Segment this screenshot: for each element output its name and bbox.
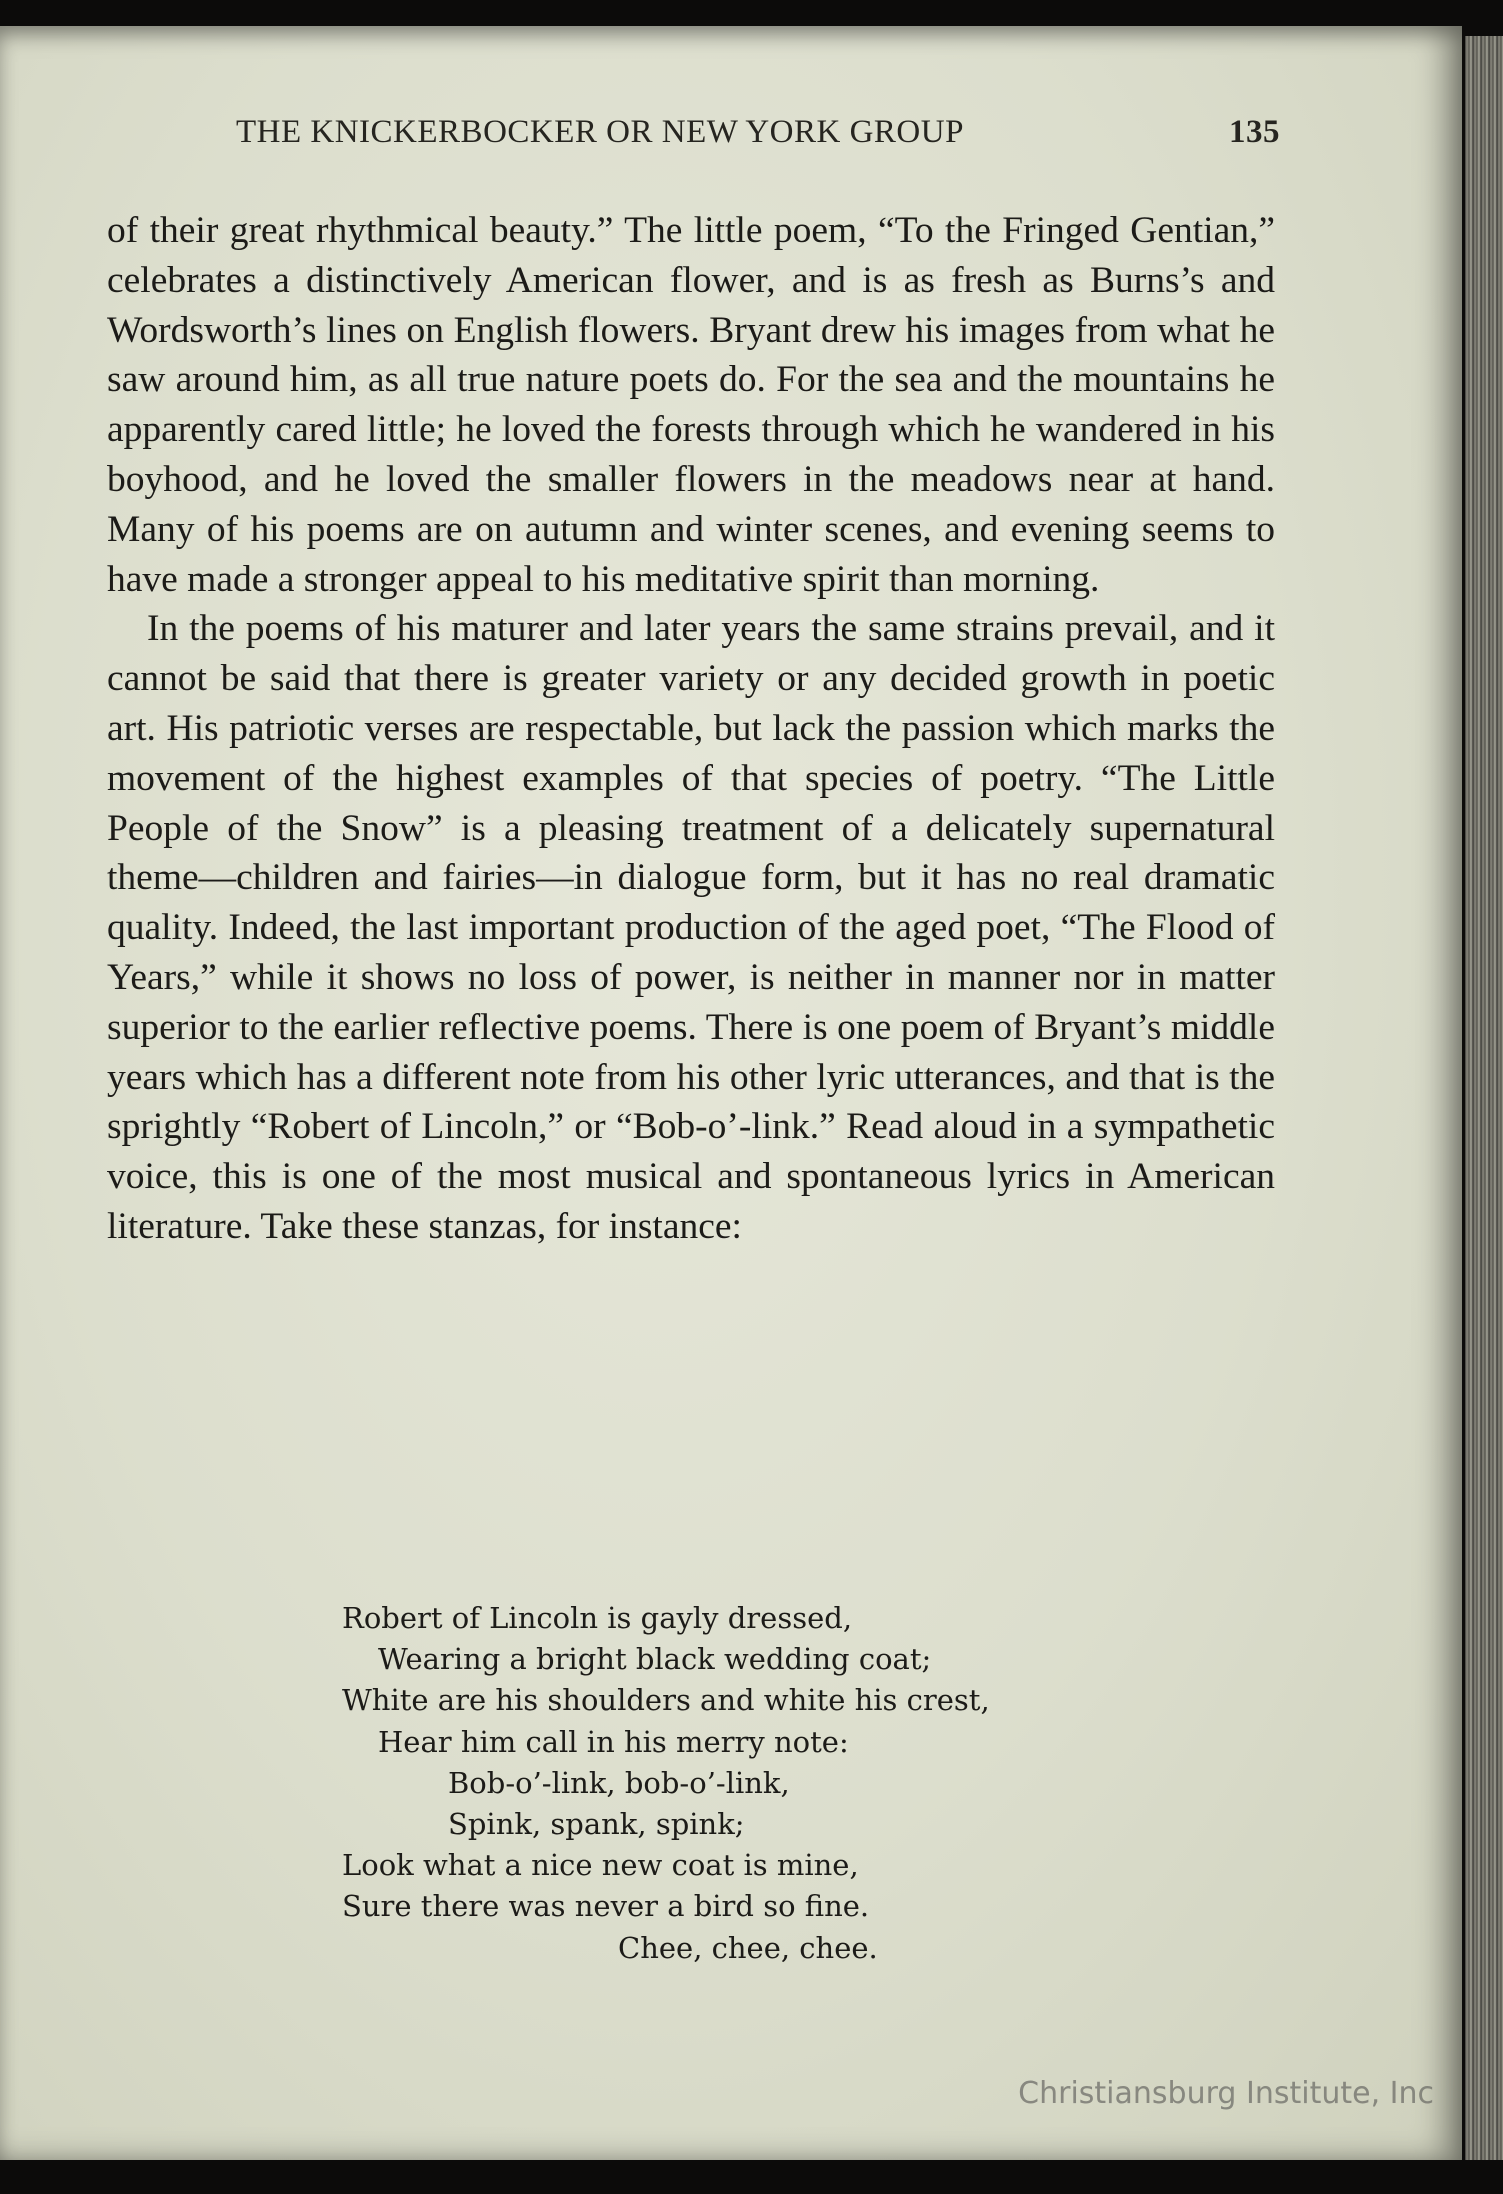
poem-line: Robert of Lincoln is gayly dressed, (342, 1601, 853, 1635)
poem-line: Chee, chee, chee. (618, 1930, 878, 1965)
poem-line: Wearing a bright black wedding coat; (378, 1642, 932, 1677)
poem-line: Sure there was never a bird so fine. (342, 1889, 870, 1924)
poem-line: Look what a nice new coat is mine, (342, 1848, 859, 1883)
running-title: THE KNICKERBOCKER OR NEW YORK GROUP (236, 114, 964, 150)
poem-excerpt (342, 1598, 1102, 1969)
poem-line: Bob-o’-link, bob-o’-link, (448, 1765, 790, 1800)
watermark: Christiansburg Institute, Inc (1018, 2076, 1434, 2111)
body-text (107, 206, 1275, 1252)
page-number: 135 (1229, 114, 1280, 150)
running-head (230, 114, 1280, 154)
poem-line: White are his shoulders and white his crest, (342, 1683, 990, 1718)
poem-line: Hear him call in his merry note: (378, 1724, 849, 1759)
poem-line: Spink, spank, spink; (448, 1807, 745, 1842)
paragraph-2: In the poems of his maturer and later years the same strains prevail, and it cannot be said that there is greater variety or any decided growth in poetic art. His patriotic verses are respectable, but lack the passion which marks the movement of the highest examples of that species of poetry. “The Little People of the Snow” is a pleasing treatment of a delicately supernatural theme—children and fairies—in dialogue form, but it has no real dramatic quality. Indeed, the last important production of the aged poet, “The Flood of Years,” while it shows no loss of power, is neither in manner nor in matter superior to the earlier reflective poems. There is one poem of Bryant’s middle years which has a different note from his other lyric utterances, and that is the sprightly “Robert of Lincoln,” or “Bob-o’-link.” Read aloud in a sympathetic voice, this is one of the most musical and spontaneous lyrics in American literature. Take these stanzas, for instance: (107, 608, 1275, 1247)
page-edges (1465, 36, 1503, 2160)
paragraph-1: of their great rhythmical beauty.” The little poem, “To the Fringed Gentian,” celebrates a distinctively American flower, and is as fresh as Burns’s and Wordsworth’s lines on English flowers. Bryant drew his images from what he saw around him, as all true nature poets do. For the sea and the mountains he apparently cared little; he loved the forests through which he wandered in his boyhood, and he loved the smaller flowers in the meadows near at hand. Many of his poems are on autumn and winter scenes, and evening seems to have made a stronger appeal to his meditative spirit than morning. (107, 210, 1275, 600)
